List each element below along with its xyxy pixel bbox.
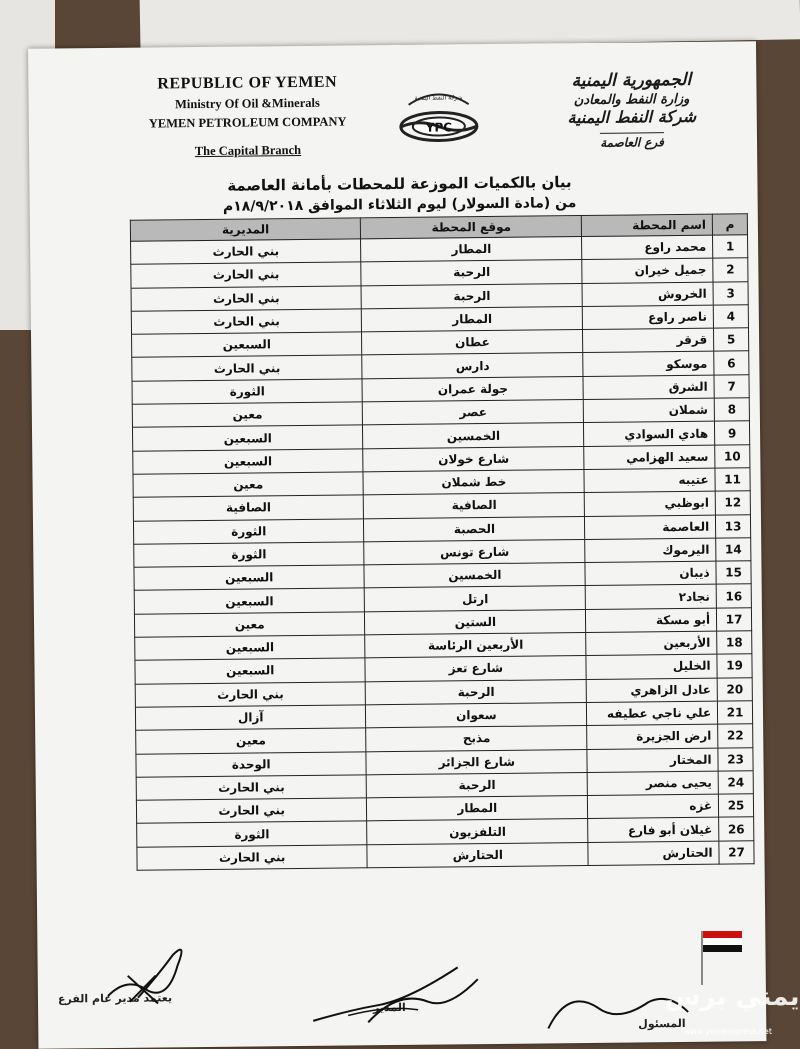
- station-name: ارض الجزيرة: [587, 724, 718, 749]
- ministry-ar: وزارة النفط والمعادن: [573, 91, 690, 109]
- row-number: 19: [717, 654, 752, 678]
- row-number: 4: [713, 305, 748, 329]
- station-location: الرحبة: [366, 679, 587, 705]
- directorate: بني الحارث: [131, 239, 362, 265]
- station-name: علي ناجي عطيفه: [587, 701, 718, 726]
- station-name: الحتارش: [588, 841, 719, 866]
- station-name: ابوظبي: [585, 491, 716, 516]
- logo-text: YPC: [425, 120, 453, 135]
- station-name: عتيبه: [584, 468, 715, 493]
- directorate: الثورة: [134, 542, 365, 568]
- station-name: اليرموك: [585, 538, 716, 563]
- station-name: العاصمة: [585, 515, 716, 540]
- directorate: السبعين: [133, 448, 364, 474]
- station-location: سعوان: [366, 702, 587, 728]
- station-location: التلفزيون: [367, 819, 588, 845]
- station-name: قرقر: [583, 328, 714, 353]
- signature-director: [308, 959, 489, 1031]
- row-number: 14: [716, 538, 751, 562]
- station-name: المختار: [587, 748, 718, 773]
- station-location: شارع تعز: [365, 656, 586, 682]
- row-number: 15: [716, 561, 751, 585]
- directorate: الصافية: [133, 495, 364, 521]
- station-location: عصر: [363, 400, 584, 426]
- station-name: الأربعين: [586, 631, 717, 656]
- directorate: الثورة: [133, 518, 364, 544]
- directorate: بني الحارث: [136, 775, 367, 801]
- station-name: محمد راوع: [582, 235, 713, 260]
- directorate: معين: [132, 402, 363, 428]
- row-number: 10: [715, 444, 750, 468]
- station-name: غزه: [588, 794, 719, 819]
- station-location: الخمسين: [363, 423, 584, 449]
- row-number: 2: [713, 258, 748, 282]
- yemenipress-watermark-icon: [664, 925, 800, 1035]
- station-location: الصافية: [364, 493, 585, 519]
- directorate: الثورة: [132, 379, 363, 405]
- directorate: معين: [133, 472, 364, 498]
- directorate: بني الحارث: [137, 845, 368, 871]
- station-name: عادل الزاهري: [586, 678, 717, 703]
- row-number: 8: [714, 398, 749, 422]
- station-name: نجاد٢: [586, 585, 717, 610]
- station-location: جولة عمران: [362, 376, 583, 402]
- row-number: 3: [713, 281, 748, 305]
- row-number: 11: [715, 468, 750, 492]
- station-location: الحصبة: [364, 516, 585, 542]
- directorate: بني الحارث: [132, 355, 363, 381]
- row-number: 20: [717, 677, 752, 701]
- station-location: المطار: [362, 306, 583, 332]
- header-no: م: [712, 214, 747, 235]
- directorate: الثورة: [137, 821, 368, 847]
- station-name: ذيبان: [585, 561, 716, 586]
- ministry-en: Ministry Of Oil &Minerals: [174, 95, 320, 112]
- station-location: دارس: [362, 353, 583, 379]
- station-location: المطار: [361, 237, 582, 263]
- row-number: 18: [717, 631, 752, 655]
- station-name: جميل خيران: [582, 258, 713, 283]
- row-number: 6: [714, 351, 749, 375]
- row-number: 24: [718, 771, 753, 795]
- row-number: 16: [716, 584, 751, 608]
- directorate: معين: [136, 728, 367, 754]
- station-location: ارتل: [365, 586, 586, 612]
- row-number: 9: [715, 421, 750, 445]
- directorate: بني الحارث: [136, 798, 367, 824]
- row-number: 17: [717, 608, 752, 632]
- row-number: 27: [719, 840, 754, 864]
- station-location: الستين: [365, 609, 586, 635]
- director-label: المدير: [373, 1000, 406, 1015]
- station-name: الخليل: [586, 654, 717, 679]
- branch-en: The Capital Branch: [194, 142, 302, 159]
- watermark-logo-text: يمني برس: [664, 982, 800, 1012]
- station-location: مذبح: [366, 726, 587, 752]
- official-label: المسئول: [638, 1016, 686, 1031]
- row-number: 5: [714, 328, 749, 352]
- station-name: سعيد الهزامي: [584, 445, 715, 470]
- station-name: ناصر راوع: [583, 305, 714, 330]
- arabic-letterhead: [546, 70, 717, 152]
- country-en: REPUBLIC OF YEMEN: [157, 73, 338, 93]
- document-sheet: [28, 41, 766, 1049]
- station-location: الرحبة: [361, 283, 582, 309]
- directorate: السبعين: [132, 332, 363, 358]
- directorate: الوحدة: [136, 751, 367, 777]
- header-directorate: المديرية: [130, 218, 361, 241]
- signature-branch-manager: [97, 935, 208, 1006]
- station-location: المطار: [367, 796, 588, 822]
- station-name: هادي السوادي: [584, 422, 715, 447]
- watermark-site: www.yemenipress.net: [683, 1027, 772, 1036]
- header-station: اسم المحطة: [582, 214, 713, 236]
- directorate: بني الحارث: [131, 309, 362, 335]
- station-location: الحتارش: [367, 842, 588, 868]
- station-location: الرحبة: [361, 260, 582, 286]
- english-letterhead: [148, 73, 347, 159]
- station-name: غيلان أبو فارع: [588, 818, 719, 843]
- row-number: 13: [716, 514, 751, 538]
- row-number: 22: [718, 724, 753, 748]
- directorate: بني الحارث: [131, 285, 362, 311]
- station-name: شملان: [584, 398, 715, 423]
- directorate: السبعين: [134, 565, 365, 591]
- country-ar: الجمهورية اليمنية: [571, 69, 692, 92]
- document-titles: [139, 172, 659, 215]
- station-location: عطان: [362, 330, 583, 356]
- document-title: بيان بالكميات الموزعة للمحطات بأمانة العاصمة: [227, 173, 572, 195]
- row-number: 1: [713, 235, 748, 259]
- header-location: موقع المحطة: [361, 216, 582, 239]
- station-location: الرحبة: [366, 772, 587, 798]
- station-location: الأربعين الرئاسة: [365, 633, 586, 659]
- logo-arabic-text: شركة النفط اليمنية: [414, 94, 463, 102]
- station-name: موسكو: [583, 352, 714, 377]
- directorate: السبعين: [134, 588, 365, 614]
- directorate: بني الحارث: [131, 262, 362, 288]
- station-location: شارع تونس: [364, 539, 585, 565]
- station-location: شارع خولان: [363, 446, 584, 472]
- branch-ar: فرع العاصمة: [600, 132, 664, 150]
- directorate: معين: [134, 612, 365, 638]
- station-location: خط شملان: [363, 469, 584, 495]
- branch-manager-label: يعتمد مدير عام الفرع: [57, 991, 173, 1006]
- station-location: شارع الجزائر: [366, 749, 587, 775]
- station-location: الخمسين: [364, 563, 585, 589]
- directorate: السبعين: [135, 658, 366, 684]
- row-number: 12: [715, 491, 750, 515]
- directorate: بني الحارث: [135, 681, 366, 707]
- document-subtitle: من (مادة السولار) ليوم الثلاثاء الموافق ١٨/٩/٢٠١٨م: [222, 195, 577, 215]
- distribution-table: [130, 213, 755, 870]
- ypc-logo-icon: [388, 84, 489, 155]
- row-number: 7: [714, 375, 749, 399]
- row-number: 26: [719, 817, 754, 841]
- company-ar: شركة النفط اليمنية: [567, 106, 697, 128]
- row-number: 21: [717, 701, 752, 725]
- company-en: YEMEN PETROLEUM COMPANY: [148, 114, 347, 131]
- directorate: السبعين: [132, 425, 363, 451]
- station-name: يحيى منصر: [587, 771, 718, 796]
- directorate: السبعين: [135, 635, 366, 661]
- directorate: آزال: [135, 705, 366, 731]
- row-number: 23: [718, 747, 753, 771]
- station-name: الخروش: [582, 282, 713, 307]
- station-name: أبو مسكة: [586, 608, 717, 633]
- station-name: الشرق: [583, 375, 714, 400]
- row-number: 25: [718, 794, 753, 818]
